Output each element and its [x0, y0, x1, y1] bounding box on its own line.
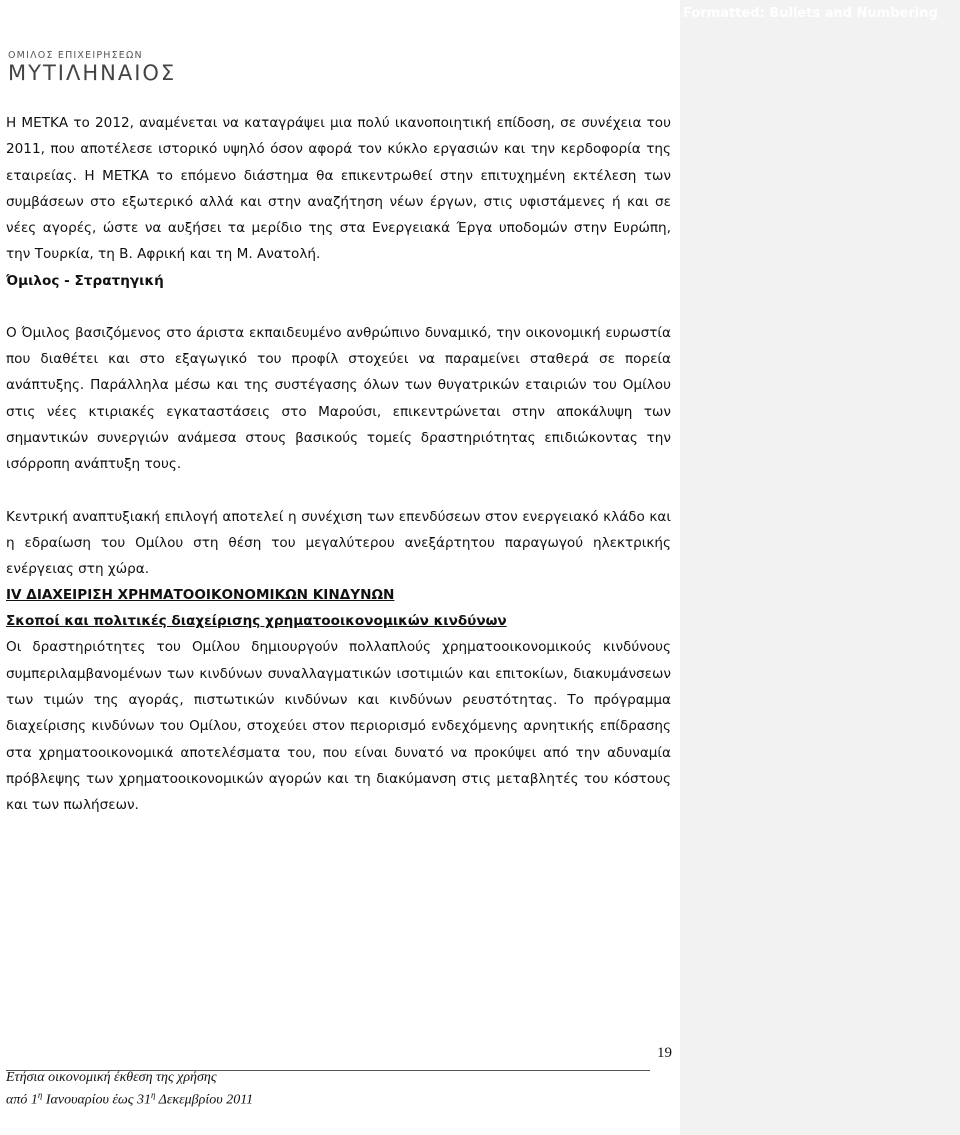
paragraph-risk-1: Οι δραστηριότητες του Ομίλου δημιουργούν πολλαπλούς χρηματοοικονομικούς κινδύνους συμπεριλαμβανομένων των κινδύνων συναλλαγματικών ισοτιμιών και επιτοκίων, διακυμάνσεων των τιμών της αγοράς, πιστωτικών κινδύνων και κινδύνων ρευστότητας. Το πρόγραμμα διαχείρισης κινδύνων του Ομίλου, στοχεύει στον περιορισμό ενδεχόμενης αρνητικής επίδρασης στα χρηματοοικονομικά αποτελέσματα του, που είναι δυνατό να προκύψει από την αδυναμία πρόβλεψης των χρηματοοικονομικών αγορών και τη διακύμανση στις μεταβλητές του κόστους και των πωλήσεων.: [6, 639, 671, 814]
paragraph-metka: Η ΜΕΤΚΑ το 2012, αναμένεται να καταγράψει μια πολύ ικανοποιητική επίδοση, σε συνέχεια του 2011, που αποτέλεσε ιστορικό υψηλό όσον αφορά τον κύκλο εργασιών και την κερδοφορία της εταιρείας. Η ΜΕΤΚΑ το επόμενο διάστημα θα επικεντρωθεί στην επιτυχημένη εκτέλεση των συμβάσεων στο εξωτερικό αλλά και στην αναζήτηση νέων έργων, στις υφιστάμενες ή και σε νέες αγορές, ώστε να αυξήσει τα μερίδιο της στα Ενεργειακά Έργα υποδομών στην Ευρώπη, την Τουρκία, τη Β. Αφρική και τη Μ. Ανατολή.: [6, 115, 671, 263]
footer-period-sup1: η: [37, 1090, 43, 1100]
comment-label: Formatted: Bullets and Numbering: [683, 6, 938, 21]
footer-period-c: Δεκεμβρίου 2011: [155, 1092, 254, 1108]
footer-period-sup2: η: [150, 1090, 156, 1100]
footer-report-title: Ετήσια οικονομική έκθεση της χρήσης: [6, 1070, 217, 1085]
heading-omilos-strategy: Όμιλος - Στρατηγική: [6, 272, 164, 289]
heading-financial-risk: IV ΔΙΑΧΕΙΡΙΣΗ ΧΡΗΜΑΤΟΟΙΚΟΝΟΜΙΚΩΝ ΚΙΝΔΥΝΩΝ: [6, 587, 395, 604]
page-number: 19: [657, 1045, 672, 1061]
footer-period-a: από 1: [6, 1092, 38, 1108]
paragraph-omilos-2: Κεντρική αναπτυξιακή επιλογή αποτελεί η συνέχιση των επενδύσεων στον ενεργειακό κλάδο και η εδραίωση του Ομίλου στη θέση του μεγαλύτερου ανεξάρτητου παραγωγού ηλεκτρικής ενέργειας στη χώρα.: [6, 508, 671, 578]
logo-main-text: ΜΥΤΙΛΗΝΑΙΟΣ: [8, 61, 177, 85]
company-logo: [8, 50, 178, 85]
document-body: [6, 110, 671, 819]
footer-report-period: [6, 1090, 253, 1109]
footer-period-b: Ιανουαρίου έως 31: [42, 1092, 151, 1108]
logo-top-text: ΟΜΙΛΟΣ ΕΠΙΧΕΙΡΗΣΕΩΝ: [8, 50, 143, 61]
heading-risk-objectives: Σκοποί και πολιτικές διαχείρισης χρηματοοικονομικών κινδύνων: [6, 613, 507, 630]
paragraph-omilos-1: Ο Όμιλος βασιζόμενος στο άριστα εκπαιδευμένο ανθρώπινο δυναμικό, την οικονομική ευρωστία που διαθέτει και στο εξαγωγικό του προφίλ στοχεύει να παραμείνει σταθερά σε πορεία ανάπτυξης. Παράλληλα μέσω και της συστέγασης όλων των θυγατρικών εταιριών του Ομίλου στις νέες κτιριακές εγκαταστάσεις στο Μαρούσι, επικεντρώνεται στην αποκάλυψη των σημαντικών συνεργιών ανάμεσα στους βασικούς τομείς δραστηριότητας επιδιώκοντας την ισόρροπη ανάπτυξη τους.: [6, 324, 671, 473]
comment-pane: [680, 0, 960, 1135]
